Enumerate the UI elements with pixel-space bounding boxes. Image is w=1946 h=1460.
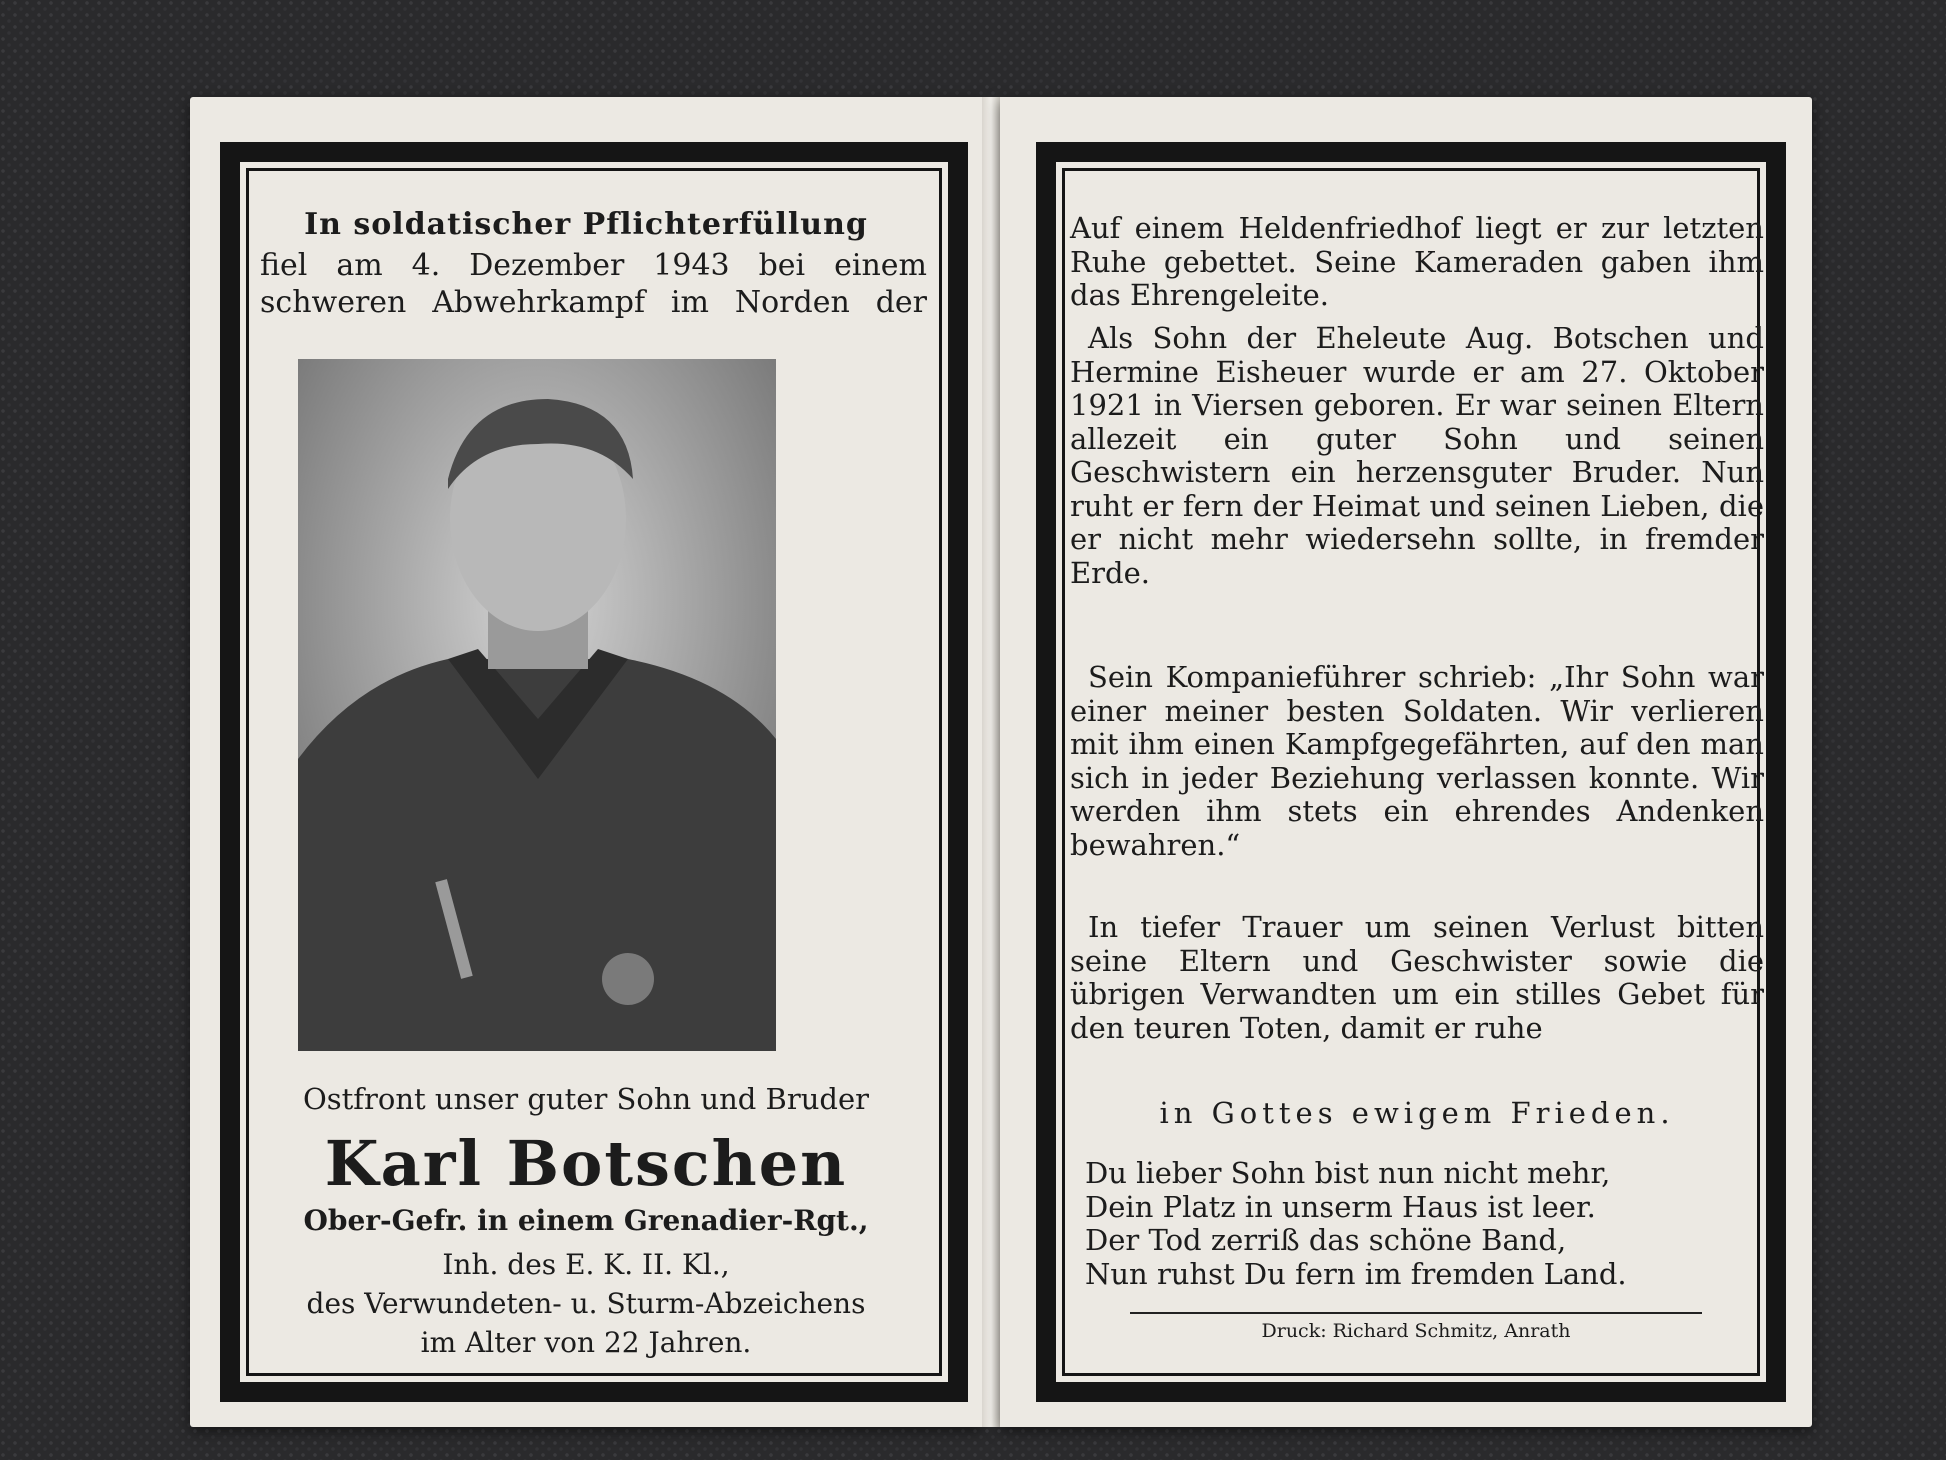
poem-line: Du lieber Sohn bist nun nicht mehr,: [1085, 1156, 1611, 1190]
card-fold: [982, 97, 1000, 1427]
paragraph-burial: Auf einem Heldenfriedhof liegt er zur letzten Ruhe gebettet. Seine Kameraden gaben ihm das Ehrengeleite.: [1070, 211, 1764, 312]
rank-text: Ober-Gefr. in einem Grenadier-Rgt.,: [303, 1204, 869, 1237]
award-line: im Alter von 22 Jahren.: [420, 1326, 752, 1359]
after-photo-text: Ostfront unser guter Sohn und Bruder: [302, 1082, 869, 1116]
deceased-name: Karl Botschen: [324, 1127, 848, 1200]
intro-line: schweren Abwehrkampf im Norden der: [260, 285, 927, 320]
poem-line: Nun ruhst Du fern im fremden Land.: [1085, 1256, 1627, 1291]
right-card-page: [1000, 97, 1812, 1427]
soldier-portrait-photo: [298, 359, 776, 1051]
printer-credit: Druck: Richard Schmitz, Anrath: [1130, 1312, 1702, 1342]
heading: In soldatischer Pflichterfüllung: [304, 207, 868, 242]
award-text: [190, 1245, 982, 1362]
left-card-page: [190, 97, 982, 1427]
award-line: des Verwundeten- u. Sturm-Abzeichens: [306, 1287, 866, 1320]
poem-line: Der Tod zerriß das schöne Band,: [1085, 1223, 1567, 1257]
paragraph-mourning: In tiefer Trauer um seinen Verlust bitten seine Eltern und Geschwister sowie die übrigen Verwandten um ein stilles Gebet für den teuren Toten, damit er ruhe: [1070, 910, 1764, 1045]
award-line: Inh. des E. K. II. Kl.,: [442, 1248, 730, 1281]
paragraph-biography: Als Sohn der Eheleute Aug. Botschen und Hermine Eisheuer wurde er am 27. Oktober 1921 in Viersen geboren. Er war seinen Eltern allezeit ein guter Sohn und seinen Geschwistern ein herzensguter Bruder. Nun ruht er fern der Heimat und seinen Lieben, die er nicht mehr wiedersehn sollte, in fremder Erde.: [1070, 321, 1764, 590]
paragraph-commander-quote: Sein Kompanieführer schrieb: „Ihr Sohn war einer meiner besten Soldaten. Wir verlieren mit ihm einen Kampfgegefährten, auf den man sich in jeder Beziehung verlassen konnte. Wir werden ihm stets ein ehrendes Andenken bewahren.“: [1070, 660, 1764, 862]
closing-line: in Gottes ewigem Frieden.: [1159, 1096, 1675, 1130]
memorial-poem: [1085, 1157, 1627, 1291]
poem-line: Dein Platz in unserm Haus ist leer.: [1085, 1189, 1596, 1224]
intro-line: fiel am 4. Dezember 1943 bei einem: [260, 248, 927, 283]
intro-text: [260, 247, 927, 321]
